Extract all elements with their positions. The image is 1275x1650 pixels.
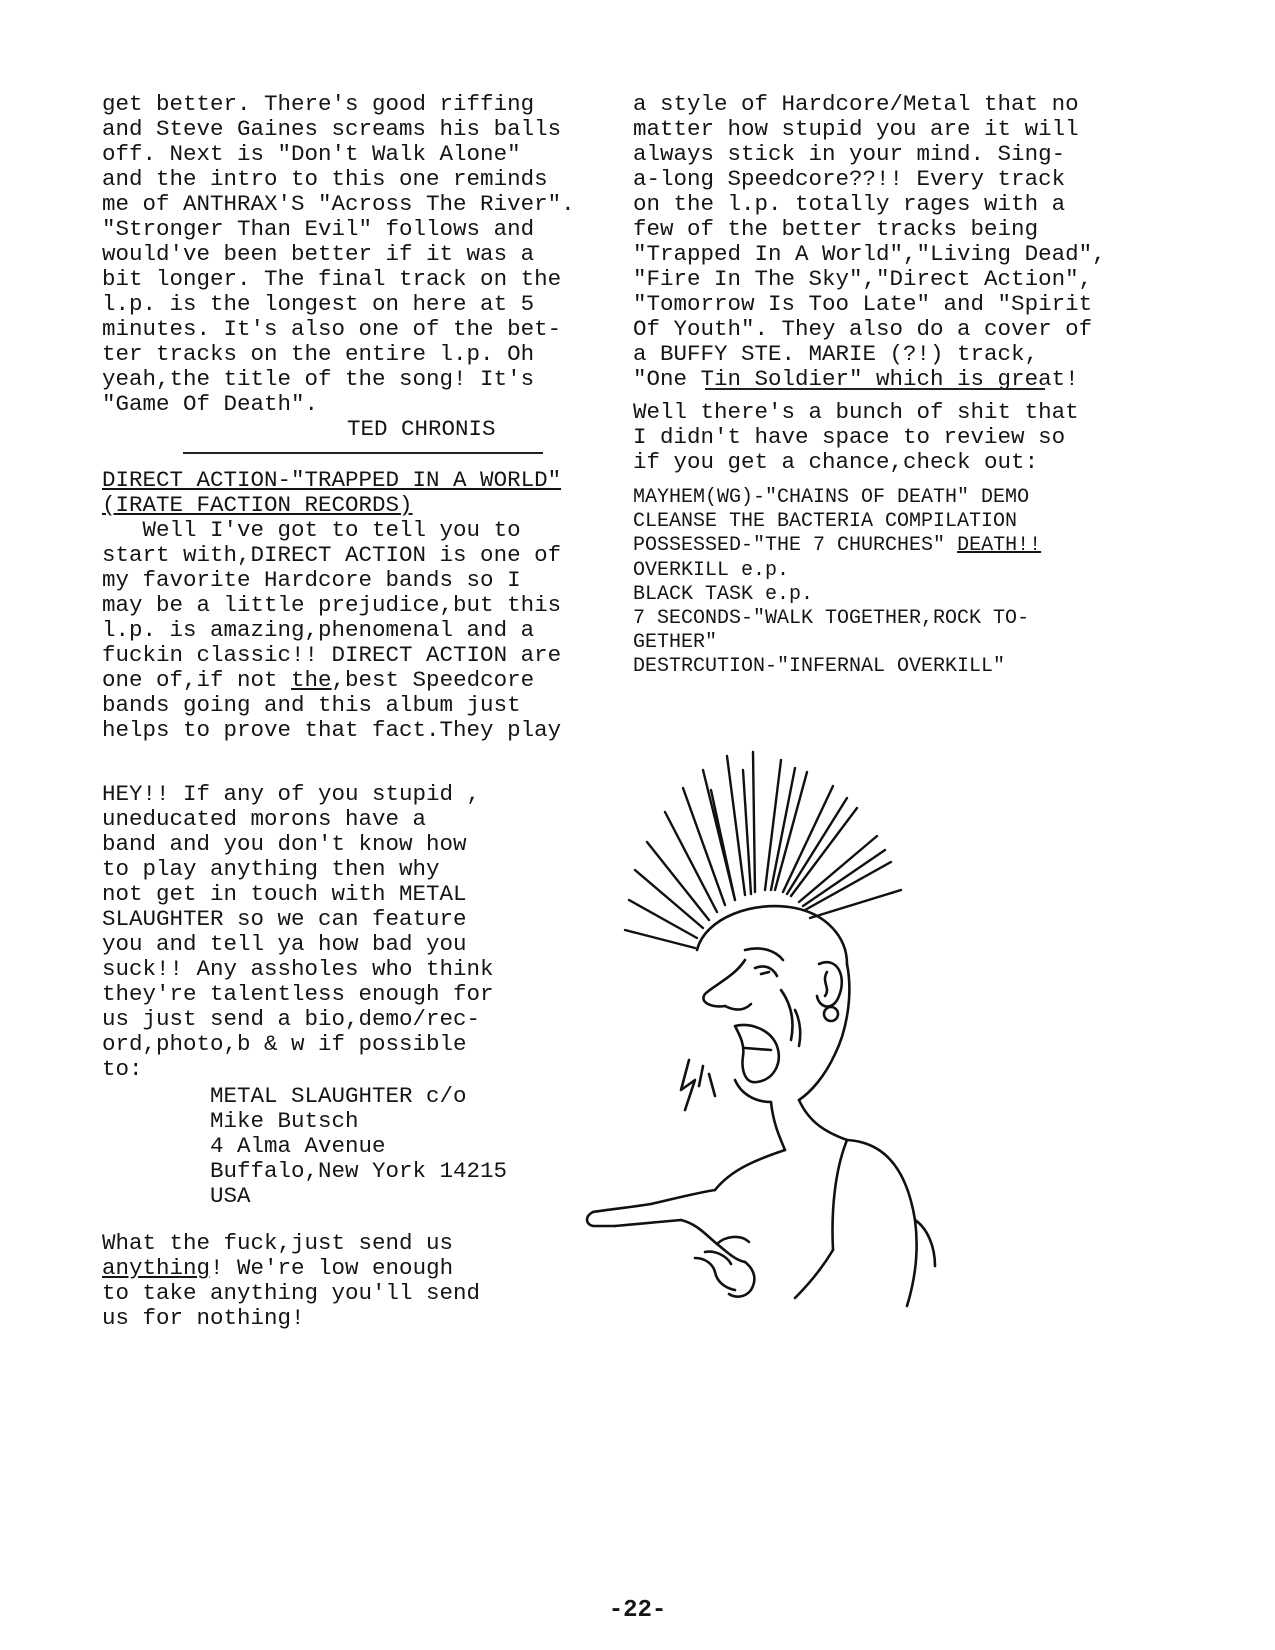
text-line: bit longer. The final track on the (102, 266, 562, 292)
right-column (633, 92, 1193, 392)
text-line: always stick in your mind. Sing- (633, 141, 1066, 167)
section-divider (183, 452, 543, 454)
text-line: to take anything you'll send (102, 1280, 481, 1306)
text-fragment: ,best Speedcore (331, 667, 535, 693)
review-label: (IRATE FACTION RECORDS) (102, 492, 413, 518)
band-notice (102, 782, 572, 1331)
text-line: What the fuck,just send us (102, 1230, 454, 1256)
notice-closing (102, 1231, 572, 1331)
section-divider (705, 388, 1045, 390)
text-line: yeah,the title of the song! It's (102, 366, 535, 392)
text-line: ord,photo,b & w if possible (102, 1031, 467, 1057)
text-line: few of the better tracks being (633, 216, 1039, 242)
text-line: SLAUGHTER so we can feature (102, 906, 467, 932)
text-line: may be a little prejudice,but this (102, 592, 562, 618)
text-line: if you get a chance,check out: (633, 449, 1039, 475)
text-line: "Fire In The Sky","Direct Action", (633, 266, 1093, 292)
text-line: fuckin classic!! DIRECT ACTION are (102, 642, 562, 668)
text-line: Well there's a bunch of shit that (633, 399, 1079, 425)
text-fragment: one of,if not (102, 667, 292, 693)
text-line: off. Next is "Don't Walk Alone" (102, 141, 521, 167)
text-line: you and tell ya how bad you (102, 931, 467, 957)
text-line: "Game Of Death". (102, 391, 319, 417)
text-line: and Steve Gaines screams his balls (102, 116, 562, 142)
text-line: l.p. is the longest on here at 5 (102, 291, 535, 317)
review-heading: DIRECT ACTION-"TRAPPED IN A WORLD" (102, 467, 562, 493)
address-line: Mike Butsch (210, 1108, 359, 1134)
text-line: ter tracks on the entire l.p. Oh (102, 341, 535, 367)
punk-caricature-drawing (585, 750, 1145, 1310)
list-item: BLACK TASK e.p. (633, 582, 814, 606)
text-line: my favorite Hardcore bands so I (102, 567, 521, 593)
text-line: a BUFFY STE. MARIE (?!) track, (633, 341, 1039, 367)
text-line: I didn't have space to review so (633, 424, 1066, 450)
text-line: on the l.p. totally rages with a (633, 191, 1066, 217)
text-line: Well I've got to tell you to (102, 517, 521, 543)
check-out-section (633, 400, 1193, 475)
list-item: MAYHEM(WG)-"CHAINS OF DEATH" DEMO (633, 486, 1030, 509)
text-line: get better. There's good riffing (102, 91, 535, 117)
review-signature: TED CHRONIS (347, 416, 496, 442)
text-line: "Trapped In A World","Living Dead", (633, 241, 1106, 267)
text-line: suck!! Any assholes who think (102, 956, 494, 982)
text-line: a-long Speedcore??!! Every track (633, 166, 1066, 192)
text-line: would've been better if it was a (102, 241, 535, 267)
underlined-word: DEATH!! (957, 534, 1042, 558)
text-line: HEY!! If any of you stupid , (102, 781, 481, 807)
text-line: minutes. It's also one of the bet- (102, 316, 562, 342)
text-line: they're talentless enough for (102, 981, 494, 1007)
review-direct-action (102, 468, 622, 743)
text-line: to play anything then why (102, 856, 440, 882)
text-line: helps to prove that fact.They play (102, 717, 562, 743)
list-item: OVERKILL e.p. (633, 558, 790, 582)
list-item: GETHER" (633, 631, 718, 655)
text-line: start with,DIRECT ACTION is one of (102, 542, 562, 568)
underlined-word: anything (102, 1255, 211, 1281)
text-line: a style of Hardcore/Metal that no (633, 91, 1079, 117)
address-line: USA (210, 1183, 251, 1209)
text-line: bands going and this album just (102, 692, 521, 718)
text-line: matter how stupid you are it will (633, 116, 1079, 142)
list-item: 7 SECONDS-"WALK TOGETHER,ROCK TO- (633, 607, 1030, 631)
address-line: Buffalo,New York 14215 (210, 1158, 508, 1184)
list-item: CLEANSE THE BACTERIA COMPILATION (633, 510, 1018, 534)
page-number: -22- (608, 1597, 667, 1624)
text-fragment: ! We're low enough (210, 1255, 454, 1281)
review-ending (102, 92, 602, 417)
underlined-word: the (291, 667, 332, 693)
text-line: us for nothing! (102, 1305, 305, 1331)
text-line: "One Tin Soldier" which is great! (633, 366, 1079, 392)
left-column (102, 92, 602, 442)
list-item: DESTRCUTION-"INFERNAL OVERKILL" (633, 655, 1006, 679)
text-line: us just send a bio,demo/rec- (102, 1006, 481, 1032)
address-line: METAL SLAUGHTER c/o (210, 1083, 467, 1109)
text-line: band and you don't know how (102, 831, 467, 857)
address-line: 4 Alma Avenue (210, 1133, 386, 1159)
text-line: not get in touch with METAL (102, 881, 467, 907)
check-out-list (633, 486, 1193, 680)
text-line: Of Youth". They also do a cover of (633, 316, 1093, 342)
text-fragment: POSSESSED-"THE 7 CHURCHES" (633, 534, 958, 558)
mohawk-hair (625, 752, 901, 948)
text-line: and the intro to this one reminds (102, 166, 548, 192)
text-line: "Tomorrow Is Too Late" and "Spirit (633, 291, 1093, 317)
text-line: "Stronger Than Evil" follows and (102, 216, 535, 242)
text-line (102, 668, 622, 693)
list-item (633, 534, 1193, 558)
text-line: l.p. is amazing,phenomenal and a (102, 617, 535, 643)
text-line: me of ANTHRAX'S "Across The River". (102, 191, 575, 217)
text-line: uneducated morons have a (102, 806, 427, 832)
text-line: to: (102, 1056, 143, 1082)
text-line (102, 1256, 572, 1281)
mailing-address (102, 1084, 572, 1209)
